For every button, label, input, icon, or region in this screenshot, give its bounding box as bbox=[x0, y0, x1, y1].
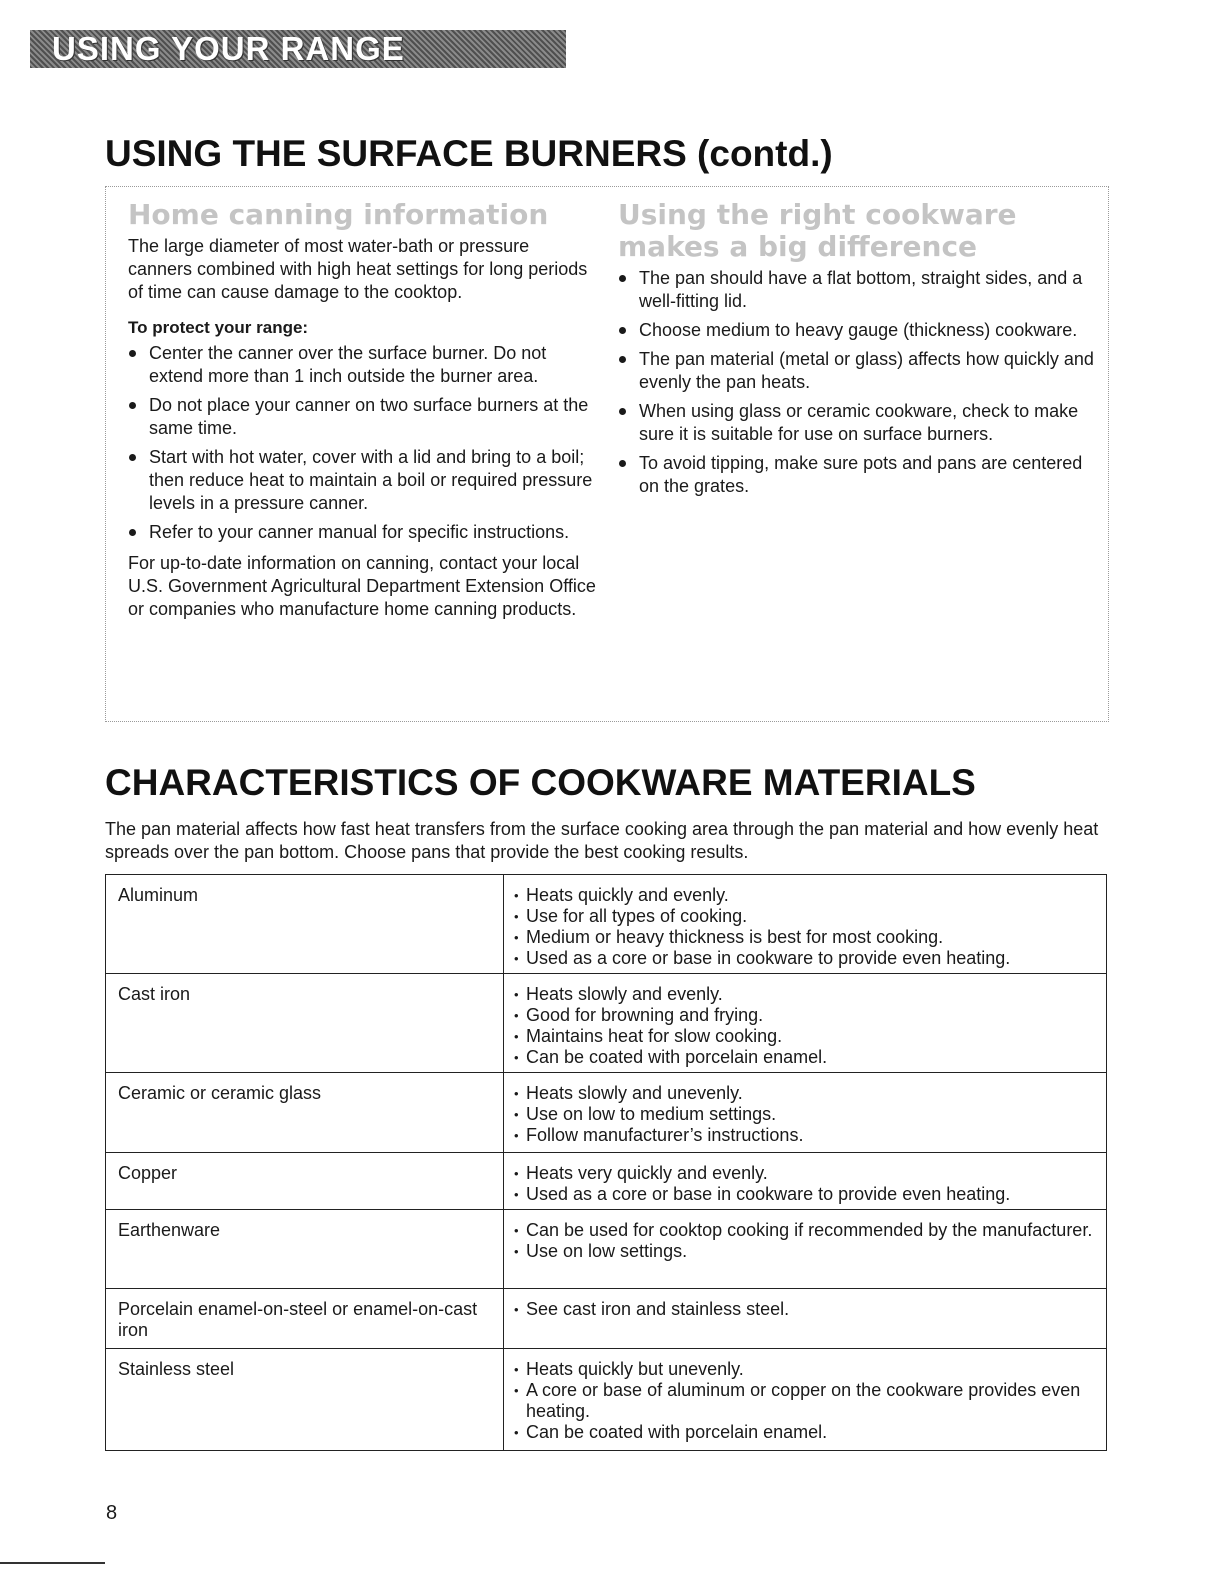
list-item: • Heats very quickly and evenly. bbox=[514, 1163, 1094, 1184]
material-name: Earthenware bbox=[106, 1210, 504, 1289]
right-cookware-list bbox=[618, 267, 1096, 498]
material-name: Cast iron bbox=[106, 974, 504, 1073]
list-item: • A core or base of aluminum or copper on the cookware provides even heating. bbox=[514, 1380, 1094, 1422]
material-name: Stainless steel bbox=[106, 1349, 504, 1451]
section-banner-label: USING YOUR RANGE bbox=[52, 30, 405, 67]
list-item: • Can be coated with porcelain enamel. bbox=[514, 1422, 1094, 1443]
list-item: Choose medium to heavy gauge (thickness) cookware. bbox=[618, 319, 1096, 342]
home-canning-column bbox=[128, 187, 598, 621]
characteristics-title: CHARACTERISTICS OF COOKWARE MATERIALS bbox=[105, 762, 976, 803]
material-points bbox=[514, 1163, 1094, 1205]
list-item: Do not place your canner on two surface burners at the same time. bbox=[128, 394, 598, 440]
surface-burners-title: USING THE SURFACE BURNERS (contd.) bbox=[105, 133, 833, 174]
table-row bbox=[106, 1153, 1107, 1210]
list-item: Start with hot water, cover with a lid and bring to a boil; then reduce heat to maintain a boil or required pressure levels in a pressure canner. bbox=[128, 446, 598, 515]
material-name: Aluminum bbox=[106, 875, 504, 974]
home-canning-closing: For up-to-date information on canning, contact your local U.S. Government Agricultural Department Extension Office or companies who manufacture home canning products. bbox=[128, 553, 596, 619]
list-item: • Heats slowly and evenly. bbox=[514, 984, 1094, 1005]
list-item: • Can be used for cooktop cooking if recommended by the manufacturer. bbox=[514, 1220, 1094, 1241]
table-row bbox=[106, 1073, 1107, 1153]
list-item: The pan should have a flat bottom, straight sides, and a well-fitting lid. bbox=[618, 267, 1096, 313]
footer-rule bbox=[0, 1562, 105, 1564]
list-item: Refer to your canner manual for specific instructions. bbox=[128, 521, 598, 544]
list-item: Center the canner over the surface burner. Do not extend more than 1 inch outside the burner area. bbox=[128, 342, 598, 388]
list-item: The pan material (metal or glass) affects how quickly and evenly the pan heats. bbox=[618, 348, 1096, 394]
list-item: • Used as a core or base in cookware to provide even heating. bbox=[514, 948, 1094, 969]
material-name: Porcelain enamel-on-steel or enamel-on-cast iron bbox=[106, 1289, 504, 1349]
list-item: • Good for browning and frying. bbox=[514, 1005, 1094, 1026]
material-name: Copper bbox=[106, 1153, 504, 1210]
home-canning-intro: The large diameter of most water-bath or pressure canners combined with high heat settings for long periods of time can cause damage to the cooktop. bbox=[128, 236, 588, 302]
list-item: • Use on low settings. bbox=[514, 1241, 1094, 1262]
material-points bbox=[514, 984, 1094, 1068]
table-row bbox=[106, 974, 1107, 1073]
list-item: To avoid tipping, make sure pots and pans are centered on the grates. bbox=[618, 452, 1096, 498]
list-item: When using glass or ceramic cookware, check to make sure it is suitable for use on surface burners. bbox=[618, 400, 1096, 446]
material-points bbox=[514, 1220, 1094, 1262]
material-points bbox=[514, 1299, 1094, 1320]
protect-range-list bbox=[128, 342, 598, 544]
list-item: • Heats quickly and evenly. bbox=[514, 885, 1094, 906]
cookware-materials-table bbox=[105, 874, 1107, 1451]
list-item: • See cast iron and stainless steel. bbox=[514, 1299, 1094, 1320]
list-item: • Maintains heat for slow cooking. bbox=[514, 1026, 1094, 1047]
right-cookware-heading: Using the right cookware makes a big difference bbox=[618, 198, 1017, 263]
material-name: Ceramic or ceramic glass bbox=[106, 1073, 504, 1153]
list-item: • Heats quickly but unevenly. bbox=[514, 1359, 1094, 1380]
list-item: • Use for all types of cooking. bbox=[514, 906, 1094, 927]
protect-range-label: To protect your range: bbox=[128, 318, 309, 337]
material-points bbox=[514, 885, 1094, 969]
list-item: • Heats slowly and unevenly. bbox=[514, 1083, 1094, 1104]
characteristics-intro: The pan material affects how fast heat transfers from the surface cooking area through the pan material and how evenly heat spreads over the pan bottom. Choose pans that provide the best cooking results. bbox=[105, 819, 1099, 862]
list-item: • Medium or heavy thickness is best for most cooking. bbox=[514, 927, 1094, 948]
list-item: • Follow manufacturer’s instructions. bbox=[514, 1125, 1094, 1146]
list-item: • Used as a core or base in cookware to provide even heating. bbox=[514, 1184, 1094, 1205]
table-row bbox=[106, 875, 1107, 974]
table-row bbox=[106, 1349, 1107, 1451]
list-item: • Use on low to medium settings. bbox=[514, 1104, 1094, 1125]
info-box bbox=[105, 186, 1109, 722]
material-points bbox=[514, 1359, 1094, 1443]
table-row bbox=[106, 1289, 1107, 1349]
material-points bbox=[514, 1083, 1094, 1146]
page-number: 8 bbox=[106, 1502, 118, 1524]
table-row bbox=[106, 1210, 1107, 1289]
list-item: • Can be coated with porcelain enamel. bbox=[514, 1047, 1094, 1068]
right-cookware-column bbox=[618, 187, 1096, 504]
home-canning-heading: Home canning information bbox=[128, 198, 549, 231]
